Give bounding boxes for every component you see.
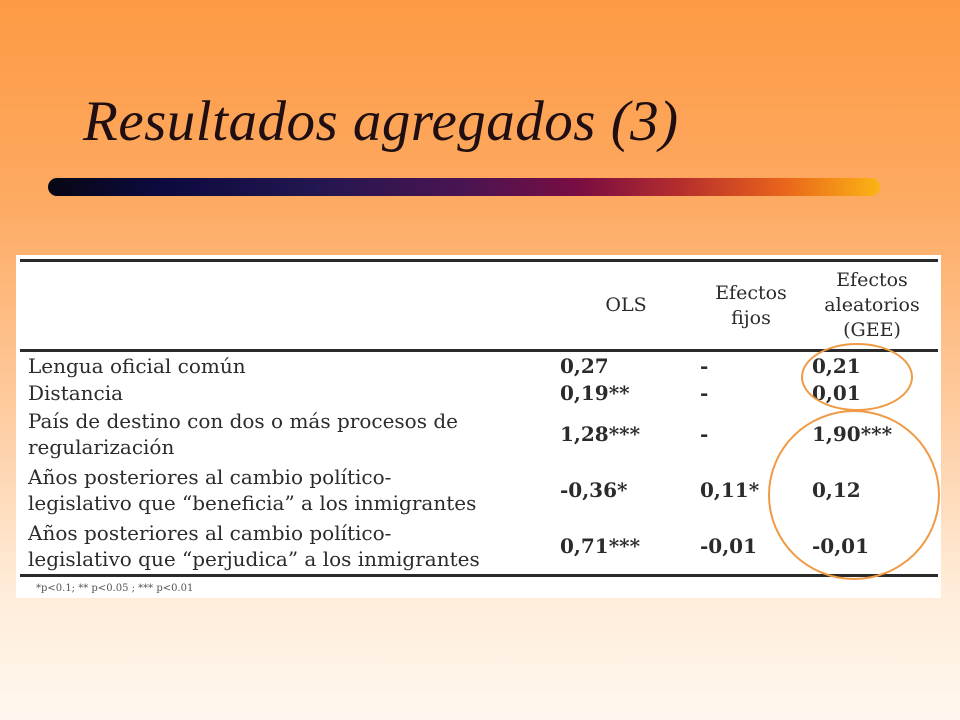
cell-gee: 0,01 [812,381,861,405]
header-ols-label: OLS [605,294,647,316]
highlight-circle-small [801,343,913,411]
header-fixed-line1: Efectos [715,281,787,304]
row-label-line: regularización [28,435,175,459]
table-header-row [20,261,938,351]
row-label-line: Lengua oficial común [28,354,246,378]
title-underline-bar [48,178,880,196]
row-label-line: País de destino con dos o más procesos de [28,409,458,433]
cell-fixed: - [700,354,709,378]
header-variable [20,261,556,351]
row-label-line: Años posteriores al cambio político- [28,521,392,545]
cell-fixed: 0,11* [700,478,760,502]
header-random-line2: aleatorios [824,294,920,316]
cell-fixed: -0,01 [700,534,758,558]
row-label-line: Años posteriores al cambio político- [28,465,392,489]
header-ols [556,261,696,351]
row-label [20,518,556,576]
header-fixed-line2: fijos [731,306,771,329]
cell-ols: 1,28*** [560,422,641,446]
header-fixed-effects [696,261,806,351]
slide-title: Resultados agregados (3) [83,90,679,153]
cell-ols: 0,27 [560,354,609,378]
row-label [20,462,556,518]
cell-fixed: - [700,381,709,405]
significance-footnote: *p<0.1; ** p<0.05 ; *** p<0.01 [36,583,194,594]
header-random-line1: Efectos [836,269,908,291]
row-label [20,351,556,381]
row-label-line: Distancia [28,381,124,405]
table-row [20,380,938,406]
header-random-effects [806,261,938,351]
cell-gee: 0,21 [812,354,861,378]
row-label-line: legislativo que “perjudica” a los inmigrantes [28,547,480,571]
row-label-line: legislativo que “beneficia” a los inmigrantes [28,491,477,515]
cell-gee: -0,01 [812,534,870,558]
cell-gee: 0,12 [812,478,861,502]
header-random-line3: (GEE) [843,319,901,341]
highlight-circle-large [768,410,940,580]
cell-ols: 0,71*** [560,534,641,558]
row-label [20,380,556,406]
row-label [20,406,556,462]
cell-ols: -0,36* [560,478,628,502]
cell-gee: 1,90*** [812,422,893,446]
cell-ols: 0,19** [560,381,630,405]
cell-fixed: - [700,422,709,446]
